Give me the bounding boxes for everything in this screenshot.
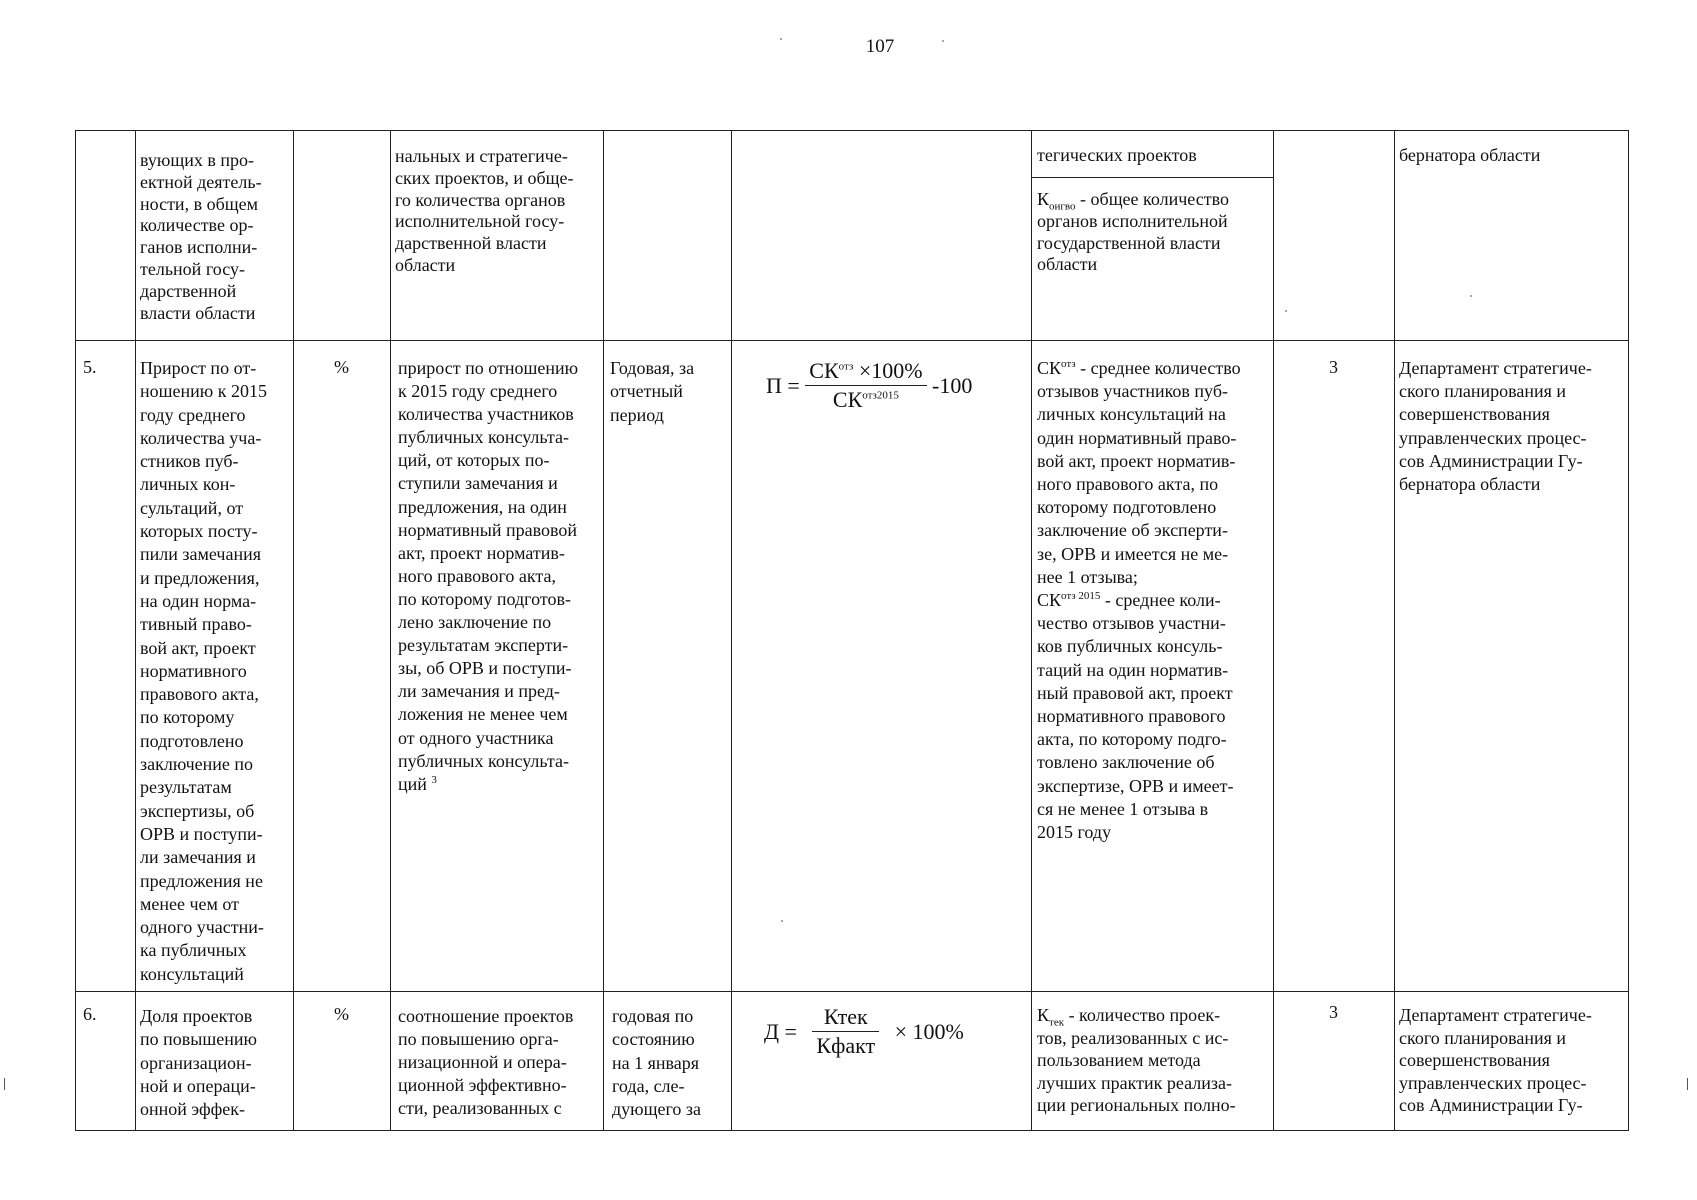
var-symbol: К (1037, 189, 1050, 209)
col-line (293, 130, 294, 1131)
col-line (603, 130, 604, 1131)
scan-speck (1470, 295, 1472, 297)
row-line (1031, 177, 1273, 178)
cell-row5-name: Прирост по от- ношению к 2015 году среднего количества уча- стников пуб- личных кон- сультаций, от которых посту- пили замечания и предложения, на один норма- тивный право- вой акт, проект нормативного правового акта, по которому подготовлено заключение по результатам экспертизы, об ОРВ и поступи- ли замечания и предложения не менее чем от одного участни- ка публичных консультаций (140, 358, 267, 984)
cell-row5-unit: % (334, 357, 349, 377)
cell-definition-cont: нальных и стратегиче- ских проектов, и обще- го количества органов исполнительной госу- дарственной власти области (395, 146, 574, 275)
cell-row5-definition (398, 357, 601, 796)
formula-row5 (766, 358, 972, 413)
cell-row6-responsible: Департамент стратегиче- ского планирования и совершенствования управленческих процес- сов Администрации Гу- (1399, 1005, 1592, 1116)
formula-denominator: $СК^{отз2015}$ (832, 387, 899, 412)
fraction-bar (805, 385, 926, 386)
cell-row6-number: 6. (83, 1004, 97, 1024)
cell-row5-period: Годовая, за отчетный период (610, 358, 695, 425)
cell-row5-var1: $СК^{отз}$ - среднее количество отзывов участников пуб- личных консультаций на один нормативный право- вой акт, проект норматив- ного правового акта, по которому подготовлено заключение об эксперти- зе, ОРВ и имеется не ме- нее 1 отзыва; (1037, 358, 1241, 587)
scan-speck (781, 920, 783, 922)
formula-fraction (812, 1004, 879, 1059)
cell-row5-var2: $СК^{отз 2015}$ - среднее коли- чество отзывов участни- ков публичных консуль- таций на один норматив- ный правовой акт, проект нормативного правового акта, по которому подго- товлено заключение об экспертизе, ОРВ и имеет- ся не менее 1 отзыва в 2015 году (1037, 590, 1234, 843)
cell-responsible-cont: бернатора области (1399, 145, 1541, 165)
cell-row6-definition: соотношение проектов по повышению орга- низационной и опера- ционной эффективно- сти, реализованных с (398, 1006, 574, 1119)
scan-margin-mark (1687, 1078, 1688, 1090)
formula-tail: × 100% (894, 1018, 964, 1044)
cell-row5-method: 3 (1329, 357, 1338, 377)
formula-lhs: Д = (764, 1018, 797, 1044)
formula-fraction (805, 358, 926, 413)
scan-margin-mark (4, 1078, 5, 1090)
col-line (731, 130, 732, 1131)
cell-row5-responsible: Департамент стратегиче- ского планирования и совершенствования управленческих процес- сов Администрации Гу- бернатора области (1399, 358, 1592, 495)
cell-variables-cont-bottom (1037, 189, 1269, 276)
formula-numerator: $СК^{отз} \times 100\%$ (809, 358, 923, 383)
var-subscript: оигво (1049, 200, 1076, 213)
scan-speck (942, 40, 944, 42)
cell-row6-method: 3 (1329, 1002, 1338, 1022)
var-text: - общее количество органов исполнительной государственной власти области (1037, 189, 1229, 275)
row-line (75, 340, 1629, 341)
cell-row6-var1: $К_{тек}$ - количество проек- тов, реализованных с ис- пользованием метода лучших практик реализа- ции региональных полно- (1037, 1005, 1236, 1116)
table-border (75, 130, 1629, 1131)
definition-text: прирост по отношению к 2015 году среднего количества участников публичных консульта- ций, от которых по- ступили замечания и предложения, на один нормативный правовой акт, проект норматив- ного правового акта, по которому подготов- лено заключение по результатам эксперти- зы, об ОРВ и поступи- ли замечания и пред- ложения не менее чем от одного участника публичных консульта- ций (398, 358, 579, 794)
cell-row5-number: 5. (83, 357, 97, 377)
fraction-bar (812, 1031, 879, 1032)
col-line (1031, 130, 1032, 1131)
scan-speck (1285, 310, 1287, 312)
formula-lhs: П = (766, 372, 800, 398)
cell-row6-unit: % (334, 1004, 349, 1024)
col-line (390, 130, 391, 1131)
col-line (1394, 130, 1395, 1131)
formula-row6 (764, 1004, 964, 1059)
footnote-mark: 3 (431, 773, 437, 786)
cell-row6-name: Доля проектов по повышению организацион- ной и операци- онной эффек- (140, 1006, 257, 1120)
cell-variables-cont-top: тегических проектов (1037, 145, 1197, 165)
page-number: 107 (865, 36, 895, 57)
formula-denominator: Кфакт (816, 1033, 876, 1058)
formula-numerator: Ктек (823, 1004, 868, 1029)
col-line (135, 130, 136, 1131)
scan-speck (780, 38, 782, 40)
cell-row6-period: годовая по состоянию на 1 января года, сле- дующего за (612, 1006, 701, 1120)
row-line (75, 991, 1629, 992)
formula-tail: -100 (932, 372, 973, 398)
cell-name-cont: вующих в про- ектной деятель- ности, в общем количестве ор- ганов исполни- тельной госу- дарственной власти области (140, 150, 262, 323)
col-line (1273, 130, 1274, 1131)
